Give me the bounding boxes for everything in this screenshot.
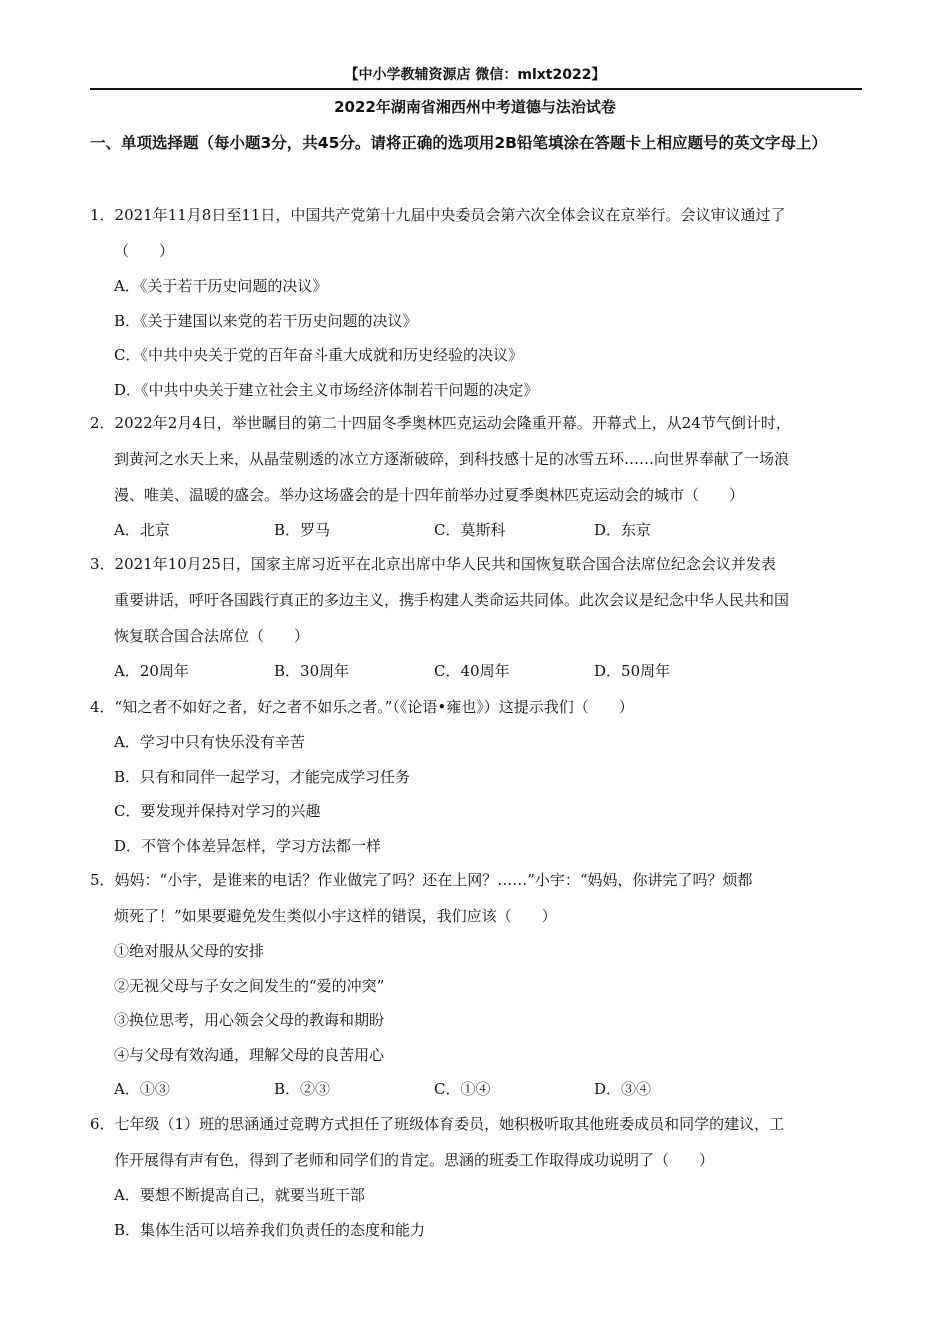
option-a: A．20周年 [114,662,189,680]
question-6 [90,1106,880,1247]
question-stem: 4．“知之者不如好之者，好之者不如乐之者。”（《论语•雍也》）这提示我们（ ） [90,698,634,716]
header-divider [90,88,862,90]
question-stem: 漫、唯美、温暖的盛会。举办这场盛会的是十四年前举办过夏季奥林匹克运动会的城市（ ） [114,486,745,504]
question-stem: 到黄河之水天上来，从晶莹剔透的冰立方逐渐破碎，到科技感十足的冰雪五环……向世界奉献了一场浪 [114,450,790,468]
option-b: B．②③ [274,1080,331,1098]
option-a: A．北京 [114,521,170,539]
option-b: B．《关于建国以来党的若干历史问题的决议》 [114,311,418,330]
question-stem: 恢复联合国合法席位（ ） [114,627,310,645]
option-d: D．不管个体差异怎样，学习方法都一样 [114,836,382,855]
question-2 [90,405,880,548]
option-c: C．①④ [434,1080,491,1098]
option-b: B．只有和同伴一起学习，才能完成学习任务 [114,767,411,786]
statement-3: ③换位思考，用心领会父母的教诲和期盼 [114,1011,385,1029]
options-row [90,1072,880,1107]
option-c: C．《中共中央关于党的百年奋斗重大成就和历史经验的决议》 [114,346,523,364]
options-row [90,513,880,548]
option-d: D．东京 [594,521,652,539]
section-heading: 一、单项选择题（每小题3分，共45分。请将正确的选项用2B铅笔填涂在答题卡上相应题号的英文字母上） [90,134,827,152]
option-a: A．《关于若干历史问题的决议》 [114,277,328,295]
question-1 [90,197,880,407]
option-d: D．50周年 [594,662,671,680]
statement-1: ①绝对服从父母的安排 [114,942,265,960]
question-4 [90,689,880,863]
option-d: D．③④ [594,1080,652,1098]
options-row [90,654,880,689]
option-a: A．学习中只有快乐没有辛苦 [114,733,305,751]
option-d: D．《中共中央关于建立社会主义市场经济体制若干问题的决定》 [114,380,539,399]
question-stem: 3．2021年10月25日，国家主席习近平在北京出席中华人民共和国恢复联合国合法席位纪念会议并发表 [90,555,776,573]
question-stem: 重要讲话，呼吁各国践行真正的多边主义，携手构建人类命运共同体。此次会议是纪念中华人民共和国 [114,591,790,609]
question-stem: 6．七年级（1）班的思涵通过竞聘方式担任了班级体育委员，她积极听取其他班委成员和同学的建议，工 [90,1115,785,1133]
question-stem: 5．妈妈：“小宇，是谁来的电话？作业做完了吗？还在上网？……”小宇：“妈妈，你讲完了吗？烦都 [90,871,753,889]
option-c: C．40周年 [434,662,510,680]
option-a: A．要想不断提高自己，就要当班干部 [114,1186,365,1204]
option-b: B．罗马 [274,521,331,539]
statement-2: ②无视父母与子女之间发生的“爱的冲突” [114,976,385,995]
question-5 [90,862,880,1107]
option-b: B．集体生活可以培养我们负责任的态度和能力 [114,1220,426,1239]
option-a: A．①③ [114,1080,170,1098]
question-stem: （ ） [114,242,175,260]
statement-4: ④与父母有效沟通，理解父母的良苦用心 [114,1045,385,1064]
option-c: C．要发现并保持对学习的兴趣 [114,802,321,820]
question-stem: 作开展得有声有色，得到了老师和同学们的肯定。思涵的班委工作取得成功说明了（ ） [114,1151,715,1169]
option-b: B．30周年 [274,662,350,680]
exam-title: 2022年湖南省湘西州中考道德与法治试卷 [334,98,616,116]
option-c: C．莫斯科 [434,521,506,539]
header-banner: 【中小学教辅资源店 微信：mlxt2022】 [344,67,606,83]
question-stem: 烦死了！”如果要避免发生类似小宇这样的错误，我们应该（ ） [114,907,557,925]
question-3 [90,546,880,689]
question-stem: 1．2021年11月8日至11日，中国共产党第十九届中央委员会第六次全体会议在京举行。会议审议通过了 [90,206,786,224]
question-stem: 2．2022年2月4日，举世瞩目的第二十四届冬季奥林匹克运动会隆重开幕。开幕式上，从24节气倒计时， [90,414,791,432]
